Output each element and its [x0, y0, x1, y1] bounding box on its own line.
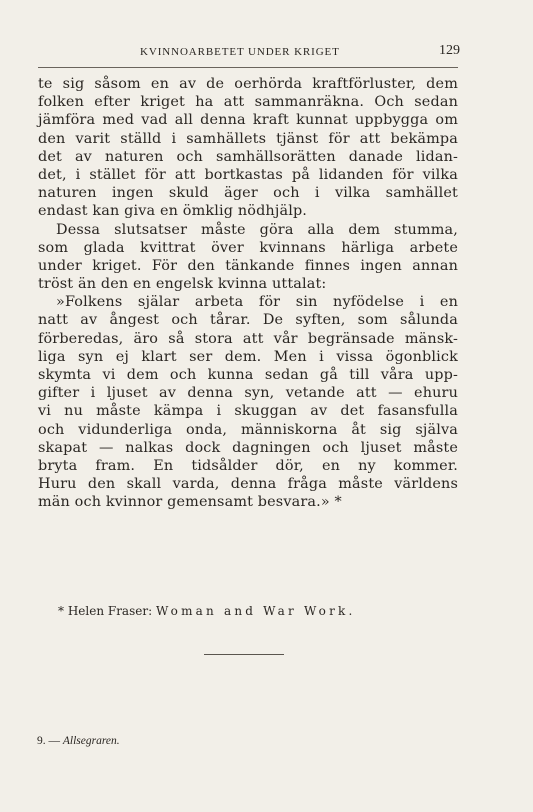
body-text	[38, 75, 458, 512]
text-line: förberedas, äro så stora att vår begränsade mänsk-	[38, 330, 458, 347]
text-line: jämföra med vad all denna kraft kunnat uppbygga om	[38, 112, 458, 129]
text-line: liga syn ej klart ser dem. Men i vissa ögonblick	[38, 348, 458, 365]
text-line: under kriget. För den tänkande finnes ingen annan	[38, 257, 458, 274]
footnote-work: Woman and War Work.	[155, 604, 356, 618]
text-line: skapat — nalkas dock dagningen och ljuset måste	[38, 439, 458, 456]
section-divider	[204, 654, 284, 655]
text-line: endast kan giva en ömklig nödhjälp.	[38, 203, 308, 220]
text-line: natt av ångest och tårar. De syften, som sålunda	[38, 312, 458, 329]
text-line: som glada kvittrat över kvinnans härliga arbete	[38, 239, 458, 256]
signature-number: 9. —	[37, 735, 60, 747]
text-line: och vidunderliga onda, människorna åt sig själva	[38, 421, 458, 438]
signature-work: Allsegraren.	[62, 735, 120, 747]
text-line: vi nu måste kämpa i skuggan av det fasansfulla	[38, 403, 458, 420]
text-line: skymta vi dem och kunna sedan gå till våra upp-	[38, 367, 458, 383]
text-line: gifter i ljuset av denna syn, vetande att — ehuru	[38, 385, 458, 402]
text-line: män och kvinnor gemensamt besvara.» *	[38, 494, 342, 511]
text-line: den varit ställd i samhällets tjänst för att bekämpa	[38, 130, 458, 147]
text-line: »Folkens själar arbeta för sin nyfödelse i en	[56, 294, 458, 311]
page-number: 129	[439, 43, 460, 58]
footnote-author: * Helen Fraser:	[58, 604, 153, 618]
text-line: det av naturen och samhällsorätten danade lidan-	[38, 148, 458, 165]
printer-signature	[37, 735, 120, 747]
text-line: te sig såsom en av de oerhörda kraftförluster, dem	[38, 76, 458, 92]
text-line: naturen ingen skuld äger och i vilka samhället	[38, 185, 458, 202]
header-rule	[38, 67, 458, 68]
text-line: tröst än den en engelsk kvinna uttalat:	[38, 276, 327, 293]
text-line: Dessa slutsatser måste göra alla dem stumma,	[56, 221, 458, 238]
running-title: KVINNOARBETET UNDER KRIGET	[140, 46, 340, 58]
text-line: Huru den skall varda, denna fråga måste världens	[38, 476, 458, 493]
footnote	[58, 604, 458, 618]
text-line: folken efter kriget ha att sammanräkna. Och sedan	[38, 94, 458, 111]
text-line: bryta fram. En tidsålder dör, en ny kommer.	[38, 457, 458, 474]
text-line: det, i stället för att bortkastas på lidanden för vilka	[38, 166, 458, 183]
